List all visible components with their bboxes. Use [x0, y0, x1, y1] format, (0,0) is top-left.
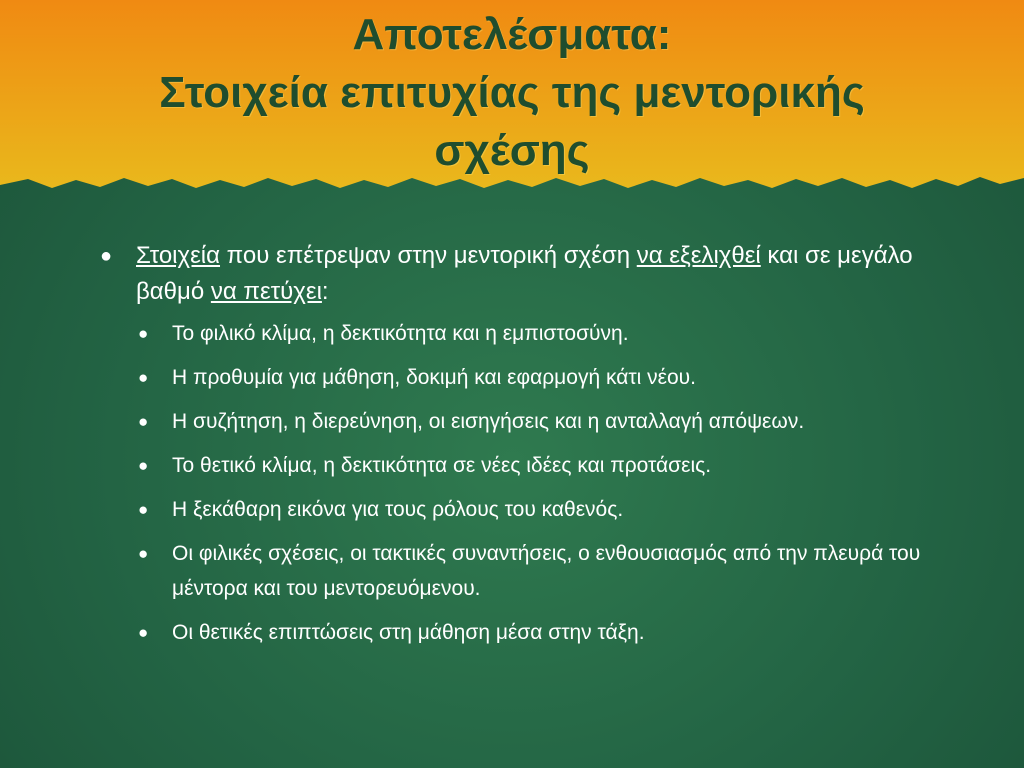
bullet-icon: ● — [138, 456, 149, 475]
sub-bullet-text: Το θετικό κλίμα, η δεκτικότητα σε νέες ιδέες και προτάσεις. — [172, 454, 712, 477]
sub-bullet — [100, 492, 950, 527]
sub-bullet — [100, 615, 950, 650]
sub-bullet-text: Η ξεκάθαρη εικόνα για τους ρόλους του καθενός. — [172, 498, 624, 521]
sub-bullet — [100, 316, 950, 351]
slide-title — [40, 6, 984, 180]
bullet-icon: ● — [100, 245, 113, 267]
bullet-icon: ● — [138, 500, 149, 519]
main-bullet-text-4: και σε μεγάλο βαθμό — [136, 242, 913, 305]
main-bullet-text-3: να εξελιχθεί — [636, 242, 761, 269]
slide-content — [100, 238, 950, 659]
bullet-icon: ● — [138, 623, 149, 642]
bullet-icon: ● — [138, 412, 149, 431]
bullet-icon: ● — [138, 544, 149, 563]
bullet-icon: ● — [138, 324, 149, 343]
title-line-2: Στοιχεία επιτυχίας της μεντορικής — [159, 68, 865, 117]
sub-bullet — [100, 360, 950, 395]
bullet-icon: ● — [138, 368, 149, 387]
main-bullet-text-2: που επέτρεψαν στην μεντορική σχέση — [220, 242, 637, 269]
main-bullet — [100, 238, 950, 310]
sub-bullet-text: Το φιλικό κλίμα, η δεκτικότητα και η εμπιστοσύνη. — [172, 322, 629, 345]
sub-bullet-text: Οι φιλικές σχέσεις, οι τακτικές συναντήσεις, ο ενθουσιασμός από την πλευρά του μέντορα και του μεντορευόμενου. — [172, 542, 921, 600]
main-bullet-text-5: να πετύχει — [210, 278, 322, 305]
sub-bullet-text: Η συζήτηση, η διερεύνηση, οι εισηγήσεις και η ανταλλαγή απόψεων. — [172, 410, 805, 433]
sub-bullet — [100, 536, 950, 606]
sub-bullet — [100, 404, 950, 439]
title-line-1: Αποτελέσματα: — [352, 10, 672, 59]
title-line-3: σχέσης — [434, 126, 590, 175]
sub-bullet — [100, 448, 950, 483]
main-bullet-text-6: : — [321, 278, 329, 305]
main-bullet-text-1: Στοιχεία — [136, 242, 221, 269]
sub-bullet-text: Οι θετικές επιπτώσεις στη μάθηση μέσα στην τάξη. — [172, 621, 645, 644]
sub-bullet-text: Η προθυμία για μάθηση, δοκιμή και εφαρμογή κάτι νέου. — [172, 366, 696, 389]
sub-bullet-list — [100, 316, 950, 650]
